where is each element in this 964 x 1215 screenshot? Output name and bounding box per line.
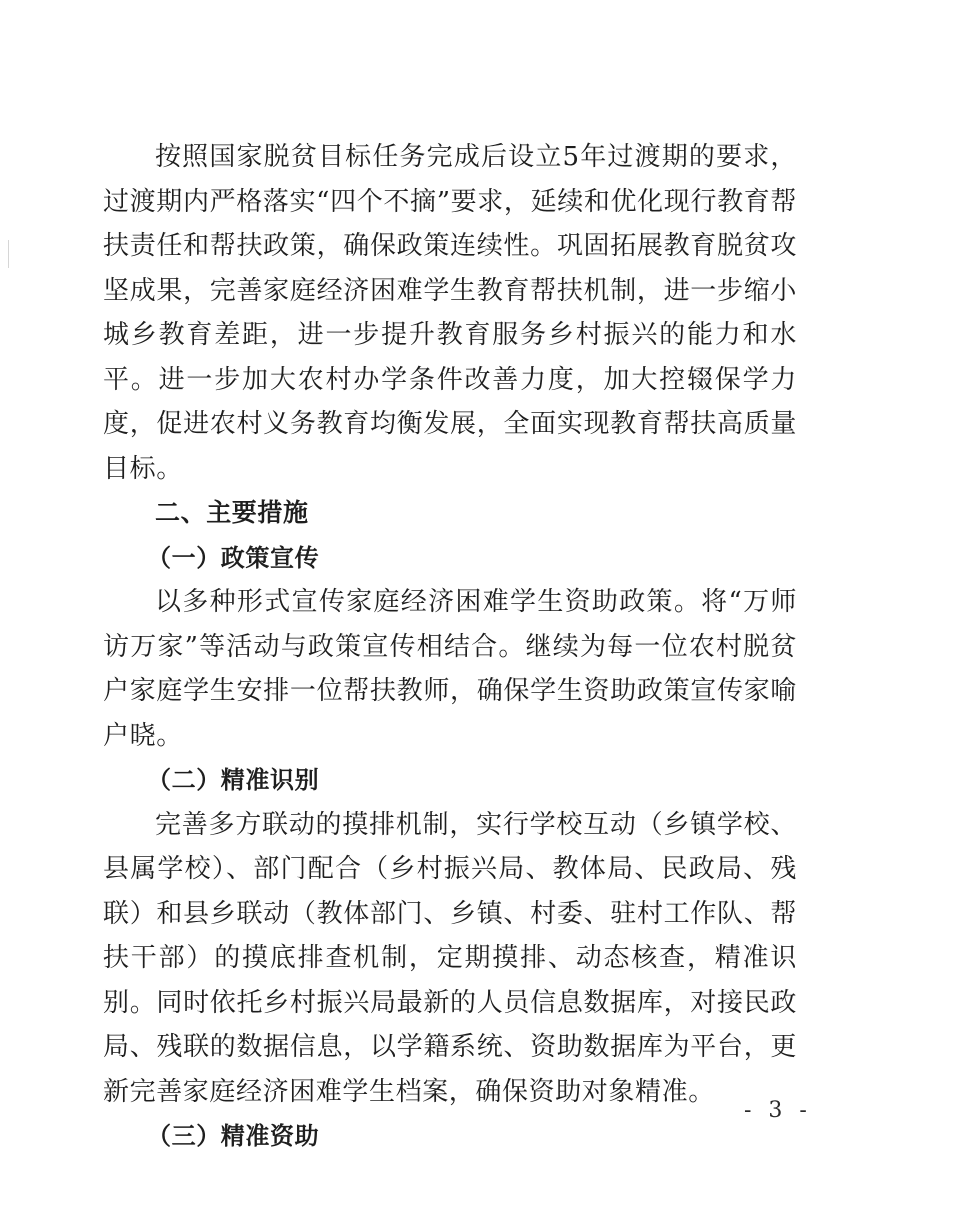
paragraph-precise-identification: 完善多方联动的摸排机制，实行学校互动（乡镇学校、县属学校）、部门配合（乡村振兴局、教体局、民政局、残联）和县乡联动（教体部门、乡镇、村委、驻村工作队、帮扶干部）的摸底排查机制，定期摸排、动态核查，精准识别。同时依托乡村振兴局最新的人员信息数据库，对接民政局、残联的数据信息，以学籍系统、资助数据库为平台，更新完善家庭经济困难学生档案，确保资助对象精准。 bbox=[103, 809, 797, 1107]
section-heading-main-measures: 二、主要措施 bbox=[155, 498, 309, 527]
subheading-policy-publicity: （一）政策宣传 bbox=[147, 543, 320, 572]
page-number: - 3 - bbox=[744, 1098, 812, 1123]
paragraph-transition-period: 按照国家脱贫目标任务完成后设立5年过渡期的要求，过渡期内严格落实“四个不摘”要求，延续和优化现行教育帮扶责任和帮扶政策，确保政策连续性。巩固拓展教育脱贫攻坚成果，完善家庭经济困难学生教育帮扶机制，进一步缩小城乡教育差距，进一步提升教育服务乡村振兴的能力和水平。进一步加大农村办学条件改善力度，加大控辍保学力度，促进农村义务教育均衡发展，全面实现教育帮扶高质量目标。 bbox=[103, 142, 797, 484]
subheading-precise-funding: （三）精准资助 bbox=[147, 1122, 320, 1150]
paragraph-policy-publicity: 以多种形式宣传家庭经济困难学生资助政策。将“万师访万家”等活动与政策宣传相结合。继续为每一位农村脱贫户家庭学生安排一位帮扶教师，确保学生资助政策宣传家喻户晓。 bbox=[103, 587, 797, 751]
subheading-precise-identification: （二）精准识别 bbox=[147, 766, 320, 794]
scan-margin-mark bbox=[8, 240, 9, 268]
document-body bbox=[103, 135, 797, 1159]
